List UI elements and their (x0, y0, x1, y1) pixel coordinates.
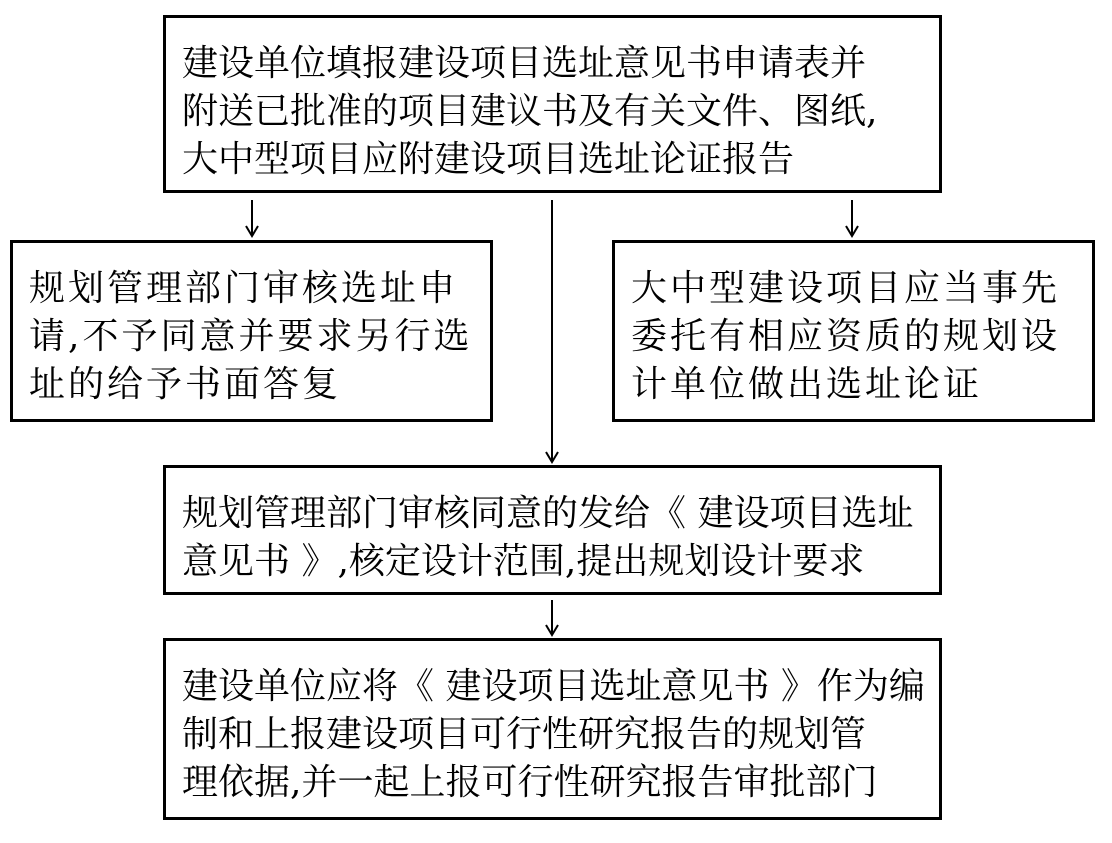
step-box-approval (163, 465, 942, 595)
arrow-to-right-box (846, 200, 858, 236)
step-text-line: 大中型项目应附建设项目选址论证报告 (182, 139, 795, 180)
step-text-line: 委托有相应资质的规划设 (631, 316, 1061, 357)
step-text-line: 附送已批准的项目建议书及有关文件、图纸, (182, 91, 878, 132)
step-text-line: 意见书 》,核定设计范围,提出规划设计要求 (182, 541, 865, 582)
step-box-application (163, 15, 942, 193)
step-text-line: 建设单位应将《 建设项目选址意见书 》作为编 (182, 666, 925, 707)
arrow-to-middle-box (546, 200, 558, 462)
step-box-feasibility (163, 638, 942, 820)
step-text-line: 建设单位填报建设项目选址意见书申请表并 (182, 43, 867, 84)
step-text-line: 规划管理部门审核同意的发给《 建设项目选址 (182, 493, 914, 534)
step-text-line: 制和上报建设项目可行性研究报告的规划管 (182, 714, 867, 755)
step-text-line: 理依据,并一起上报可行性研究报告审批部门 (182, 762, 878, 803)
step-text-line: 大中型建设项目应当事先 (631, 268, 1061, 309)
arrow-to-left-box (246, 200, 258, 236)
step-box-rejection (10, 240, 493, 422)
step-text-line: 址的给予书面答复 (29, 364, 342, 405)
step-box-site-study (612, 240, 1095, 422)
step-text-line: 规划管理部门审核选址申 (29, 268, 459, 309)
step-text-line: 请,不予同意并要求另行选 (29, 316, 473, 357)
step-text-line: 计单位做出选址论证 (631, 364, 983, 405)
arrow-to-bottom-box (546, 600, 558, 635)
